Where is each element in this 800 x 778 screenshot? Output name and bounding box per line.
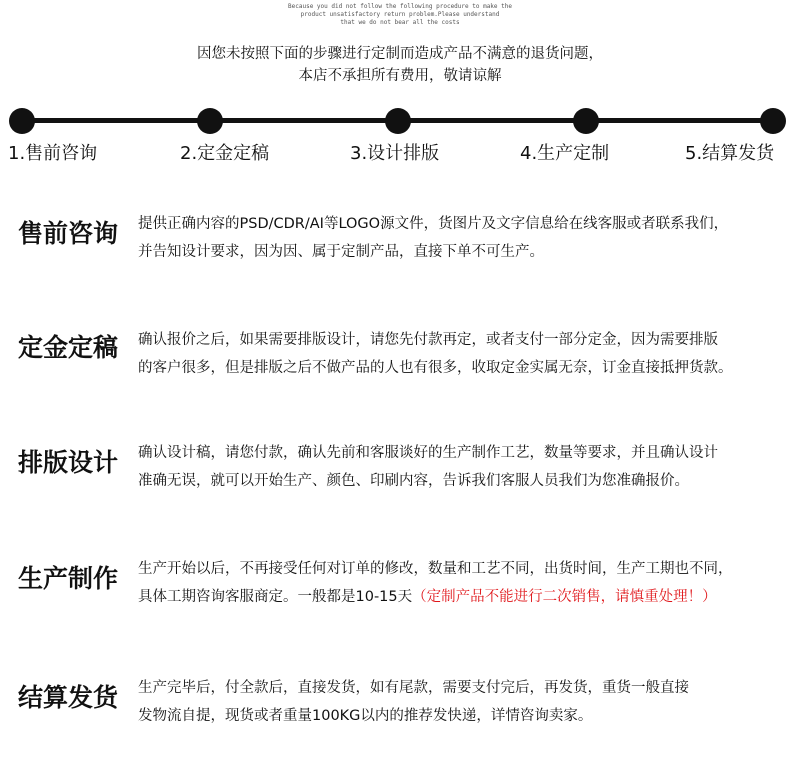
section-description — [138, 439, 790, 495]
timeline-dot — [760, 108, 786, 134]
timeline-dot — [197, 108, 223, 134]
desc-line: 并告知设计要求，因为因、属于定制产品，直接下单不可生产。 — [138, 244, 544, 260]
timeline-dot — [9, 108, 35, 134]
section-title: 售前咨询 — [18, 219, 119, 248]
desc-line: 发物流自提，现货或者重量100KG以内的推荐发快递，详情咨询卖家。 — [138, 708, 593, 724]
section-title: 排版设计 — [18, 448, 119, 477]
section-description — [138, 674, 790, 730]
section-description — [138, 555, 790, 611]
desc-line: 的客户很多，但是排版之后不做产品的人也有很多，收取定金实属无奈，订金直接抵押货款。 — [138, 360, 733, 376]
english-note — [0, 3, 800, 27]
desc-line: 生产完毕后，付全款后，直接发货，如有尾款，需要支付完后，再发货，重货一般直接 — [138, 680, 689, 696]
timeline-dot — [573, 108, 599, 134]
return-notice — [0, 43, 800, 87]
step-label-deposit: 2.定金定稿 — [180, 143, 270, 164]
notice-line: 因您未按照下面的步骤进行定制而造成产品不满意的退货问题， — [197, 46, 603, 62]
desc-line — [138, 583, 790, 611]
english-note-line: product unsatisfactory return problem.Please understand — [300, 11, 500, 18]
step-label-shipping: 5.结算发货 — [685, 143, 775, 164]
english-note-line: that we do not bear all the costs — [340, 19, 460, 26]
desc-text: 具体工期咨询客服商定。一般都是10-15天 — [138, 589, 413, 605]
desc-line: 确认设计稿，请您付款，确认先前和客服谈好的生产制作工艺，数量等要求，并且确认设计 — [138, 445, 718, 461]
step-label-design: 3.设计排版 — [350, 143, 440, 164]
section-description — [138, 326, 790, 382]
notice-line: 本店不承担所有费用，敬请谅解 — [298, 68, 502, 84]
english-note-line: Because you did not follow the following procedure to make the — [288, 3, 512, 10]
process-timeline — [0, 100, 800, 180]
step-label-presale: 1.售前咨询 — [8, 143, 98, 164]
section-title: 定金定稿 — [18, 333, 119, 362]
desc-line: 提供正确内容的PSD/CDR/AI等LOGO源文件，货图片及文字信息给在线客服或者联系我们， — [138, 216, 729, 232]
desc-line: 确认报价之后，如果需要排版设计，请您先付款再定，或者支付一部分定金，因为需要排版 — [138, 332, 718, 348]
warning-text: （定制产品不能进行二次销售，请慎重处理！） — [412, 589, 717, 605]
desc-line: 准确无误，就可以开始生产、颜色、印刷内容，告诉我们客服人员我们为您准确报价。 — [138, 473, 689, 489]
section-title: 生产制作 — [18, 564, 119, 593]
desc-line: 生产开始以后，不再接受任何对订单的修改，数量和工艺不同，出货时间，生产工期也不同， — [138, 561, 733, 577]
step-label-production: 4.生产定制 — [520, 143, 610, 164]
timeline-dot — [385, 108, 411, 134]
section-title: 结算发货 — [18, 683, 119, 712]
section-description — [138, 210, 790, 266]
